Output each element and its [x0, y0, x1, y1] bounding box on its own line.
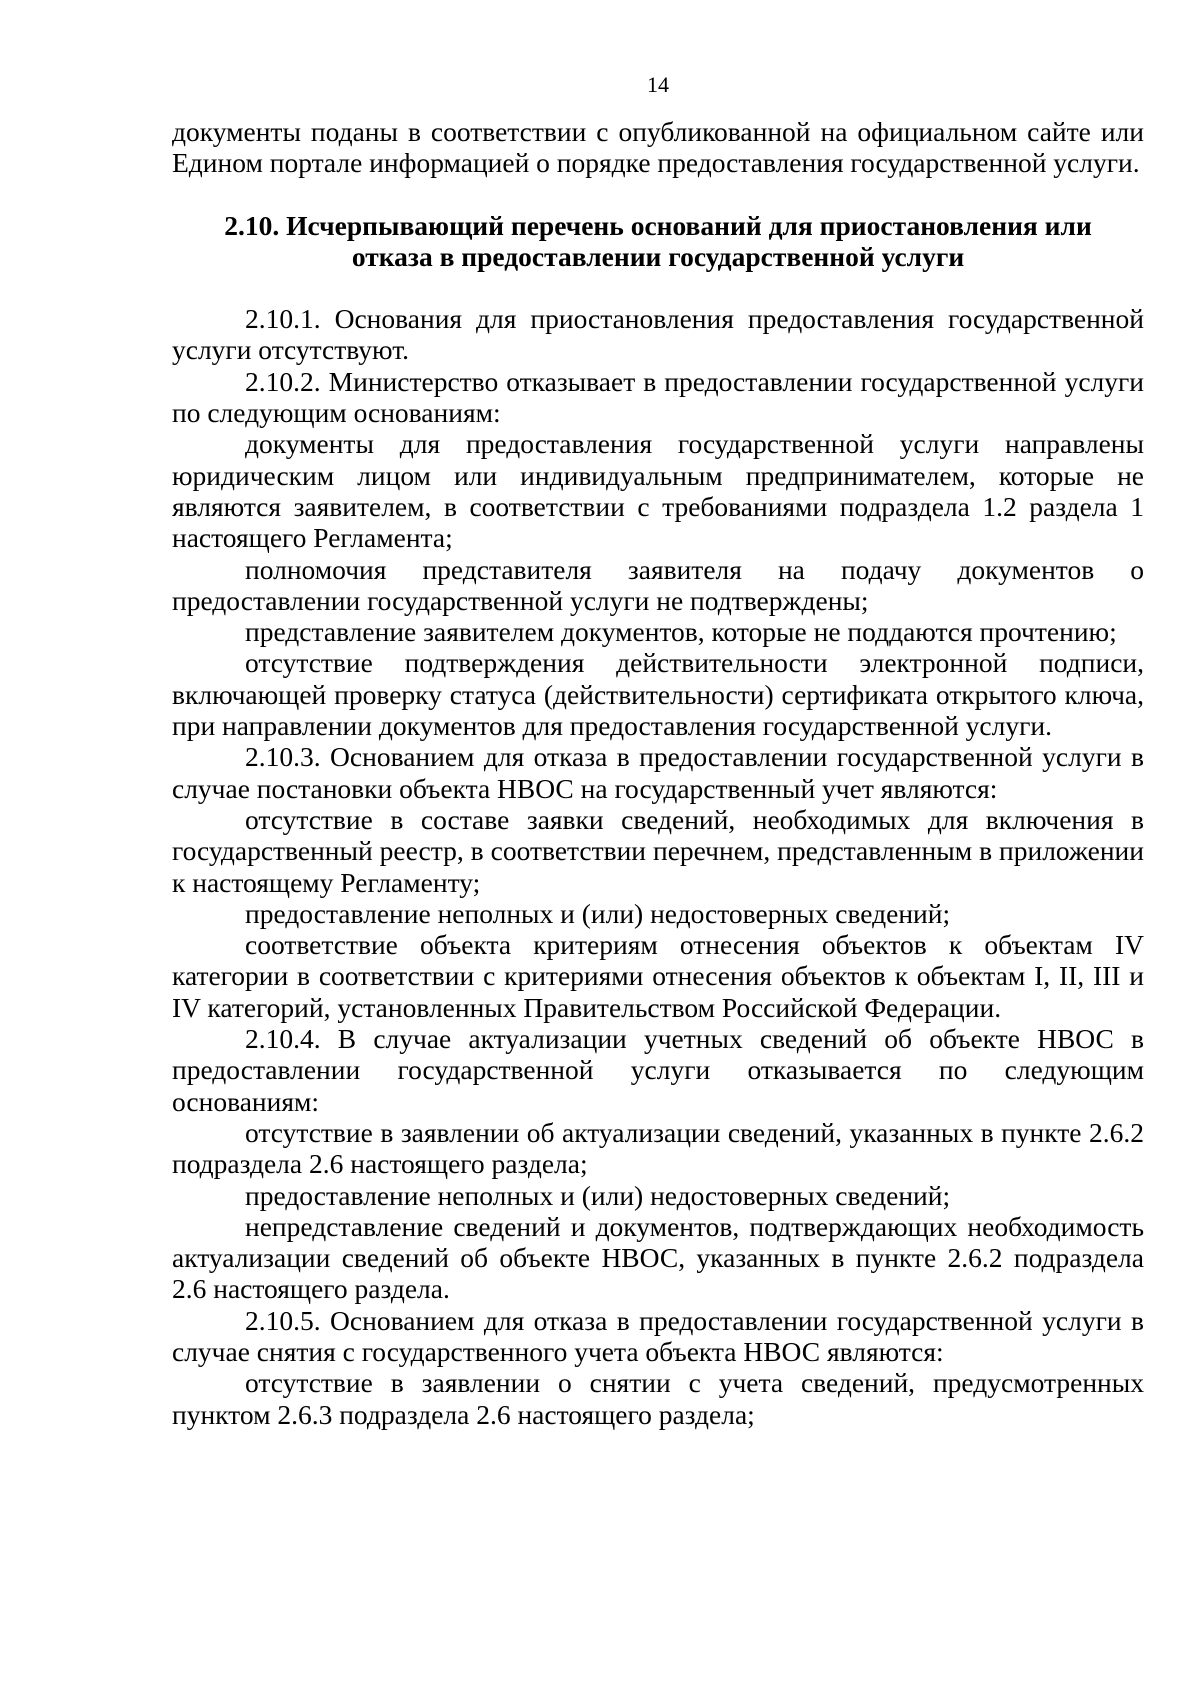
section-heading	[172, 210, 1144, 273]
paragraph-2-10-3: 2.10.3. Основанием для отказа в предоставлении государственной услуги в случае постановки объекта НВОС на государственный учет являются:	[172, 741, 1144, 804]
paragraph-2-10-2: 2.10.2. Министерство отказывает в предоставлении государственной услуги по следующим основаниям:	[172, 365, 1144, 429]
list-item: отсутствие в составе заявки сведений, необходимых для включения в государственный реестр, в соответствии перечнем, представленным в приложении к настоящему Регламенту;	[172, 803, 1144, 898]
paragraph-2-10-1: 2.10.1. Основания для приостановления предоставления государственной услуги отсутствуют.	[172, 303, 1144, 366]
document-page	[172, 70, 1144, 1430]
list-item: документы для предоставления государственной услуги направлены юридическим лицом или индивидуальным предпринимателем, которые не являются заявителем, в соответствии с требованиями подраздела 1.2 раздела 1 настоящего Регламента;	[172, 428, 1144, 554]
list-item: отсутствие подтверждения действительности электронной подписи, включающей проверку статуса (действительности) сертификата открытого ключа, при направлении документов для предоставления государственной услуги.	[172, 647, 1144, 742]
page-number: 14	[647, 72, 669, 97]
list-item: отсутствие в заявлении об актуализации сведений, указанных в пункте 2.6.2 подраздела 2.6 настоящего раздела;	[172, 1116, 1144, 1180]
list-item: полномочия представителя заявителя на подачу документов о предоставлении государственной услуги не подтверждены;	[172, 553, 1144, 616]
list-item: представление заявителем документов, которые не поддаются прочтению;	[245, 616, 1117, 648]
paragraph-2-10-4: 2.10.4. В случае актуализации учетных сведений об объекте НВОС в предоставлении государственной услуги отказывается по следующим основаниям:	[172, 1023, 1144, 1117]
list-item: непредставление сведений и документов, подтверждающих необходимость актуализации сведений об объекте НВОС, указанных в пункте 2.6.2 подраздела 2.6 настоящего раздела.	[172, 1210, 1144, 1305]
list-item: предоставление неполных и (или) недостоверных сведений;	[245, 897, 951, 929]
paragraph-2-10-5: 2.10.5. Основанием для отказа в предоставлении государственной услуги в случае снятия с государственного учета объекта НВОС являются:	[172, 1304, 1144, 1367]
list-item: отсутствие в заявлении о снятии с учета сведений, предусмотренных пунктом 2.6.3 подраздела 2.6 настоящего раздела;	[172, 1367, 1144, 1430]
list-item: соответствие объекта критериям отнесения объектов к объектам IV категории в соответствии с критериями отнесения объектов к объектам I, II, III и IV категорий, установленных Правительством Российской Федерации.	[172, 929, 1144, 1023]
section-heading-line-2: отказа в предоставлении государственной услуги	[351, 240, 965, 272]
section-heading-line-1: 2.10. Исчерпывающий перечень оснований для приостановления или	[224, 209, 1092, 241]
list-item: предоставление неполных и (или) недостоверных сведений;	[245, 1179, 951, 1211]
continuation-paragraph: документы поданы в соответствии с опубликованной на официальном сайте или Едином портале информацией о порядке предоставления государственной услуги.	[172, 116, 1144, 179]
